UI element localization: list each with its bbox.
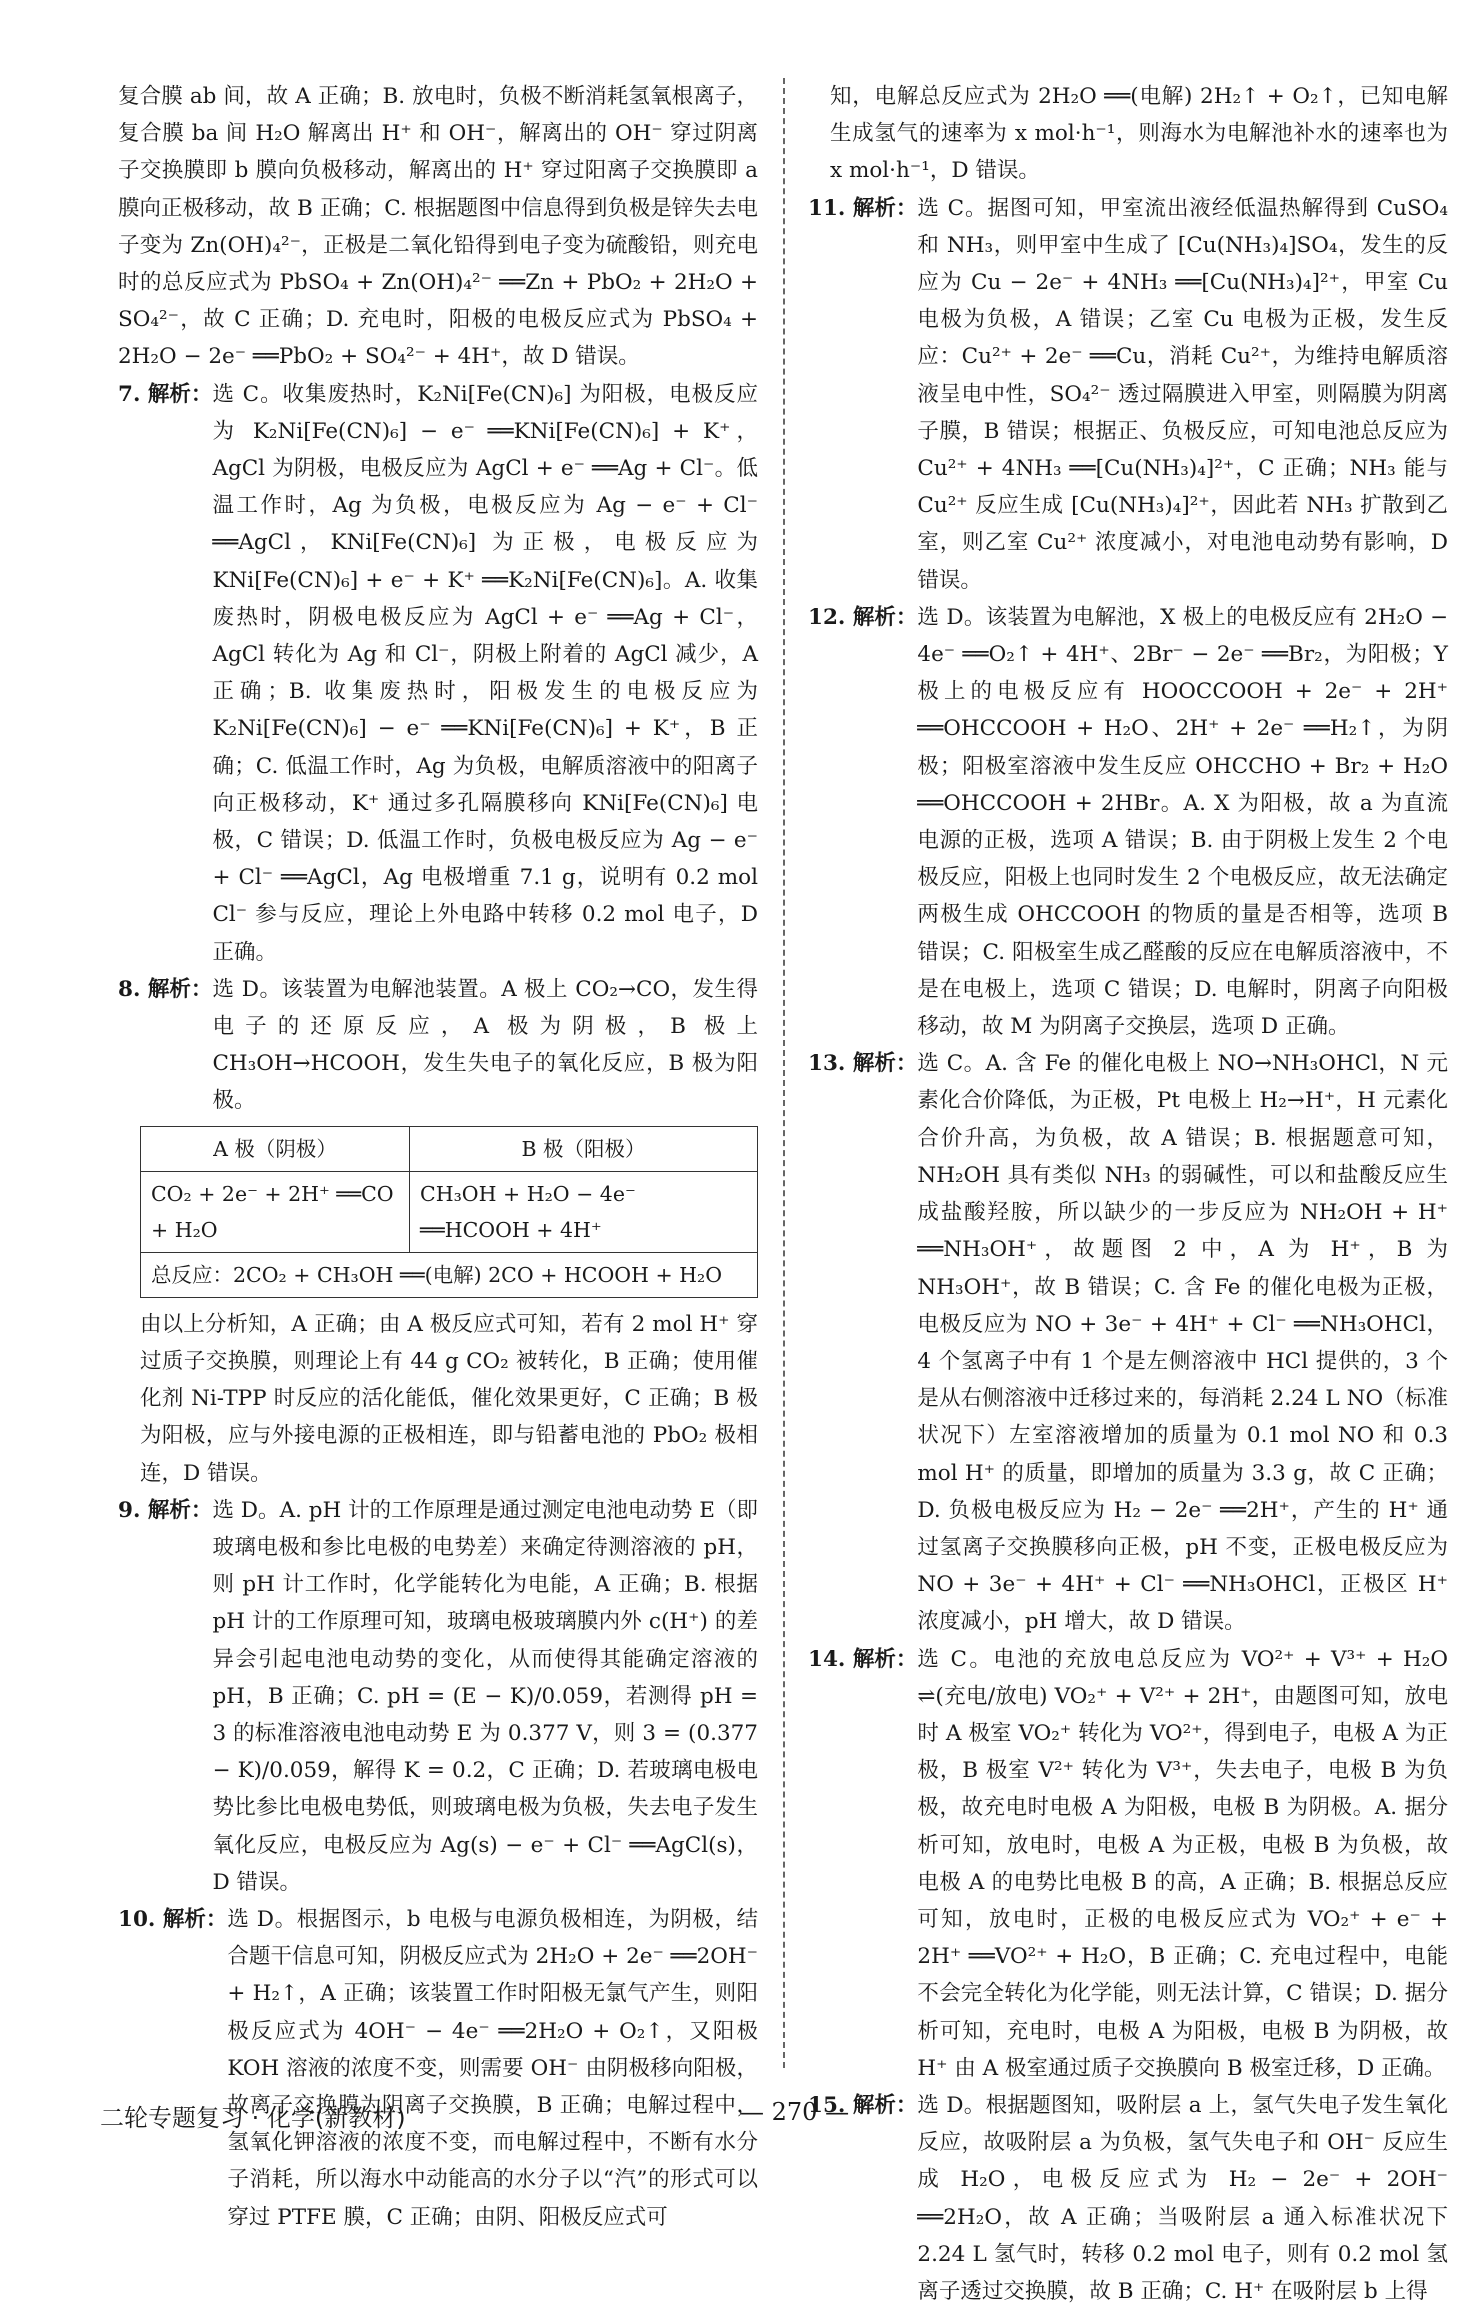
item-number: 10. 解析： [118,1906,228,1932]
item-number: 13. 解析： [808,1051,918,1077]
table-header-cell: B 极（阳极） [410,1126,758,1171]
table-cell: CH₃OH + H₂O − 4e⁻ ══HCOOH + 4H⁺ [410,1171,758,1252]
table-header-cell: A 极（阴极） [141,1126,410,1171]
item-number: 9. 解析： [118,1497,213,1523]
table-row [141,1171,758,1252]
left-column [118,78,758,2236]
item-text: 选 C。电池的充放电总反应为 VO²⁺ + V³⁺ + H₂O ⇌(充电/放电) VO₂⁺ + V²⁺ + 2H⁺，由题图可知，放电时 A 极室 VO₂⁺ 转化为 VO²⁺，得到电子，电极 A 为正极，B 极室 V²⁺ 转化为 V³⁺，失去电子，电极 B 为负极，故充电时电极 A 为阳极，电极 B 为阴极。A. 据分析可知，放电时，电极 A 为正极，电极 B 为负极，故电极 A 的电势比电极 B 的高，A 正确；B. 根据总反应可知，放电时，正极的电极反应式为 VO₂⁺ + e⁻ + 2H⁺ ══VO²⁺ + H₂O，B 正确；C. 充电过程中，电能不会完全转化为化学能，则无法计算，C 错误；D. 据分析可知，充电时，电极 A 为阳极，电极 B 为阴极，故 H⁺ 由 A 极室通过质子交换膜向 B 极室迁移，D 正确。 [917,1646,1448,2081]
table-cell: CO₂ + 2e⁻ + 2H⁺ ══CO + H₂O [141,1171,410,1252]
column-divider [783,78,785,2068]
item-number: 12. 解析： [808,604,918,630]
answer-item-7 [118,376,758,971]
item-text: 选 D。A. pH 计的工作原理是通过测定电池电动势 E（即玻璃电极和参比电极的电势差）来确定待测溶液的 pH，则 pH 计工作时，化学能转化为电能，A 正确；B. 根据 pH 计的工作原理可知，玻璃电极玻璃膜内外 c(H⁺) 的差异会引起电池电动势的变化，从而使得其能确定溶液的 pH，B 正确；C. pH = (E − K)/0.059，若测得 pH = 3 的标准溶液电池电动势 E 为 0.377 V，则 3 = (0.377 − K)/0.059，解得 K = 0.2，C 正确；D. 若玻璃电极电势比参比电极电势低，则玻璃电极为负极，失去电子发生氧化反应，电极反应为 Ag(s) − e⁻ + Cl⁻ ══AgCl(s)，D 错误。 [212,1497,758,1895]
item-number: 14. 解析： [808,1646,918,1672]
answer-item-8 [118,971,758,1120]
item-number: 15. 解析： [808,2092,918,2118]
item-text: 选 C。据图可知，甲室流出液经低温热解得到 CuSO₄ 和 NH₃，则甲室中生成了 [Cu(NH₃)₄]SO₄，发生的反应为 Cu − 2e⁻ + 4NH₃ ══[Cu(NH₃)₄]²⁺，甲室 Cu 电极为负极，A 错误；乙室 Cu 电极为正极，发生反应：Cu²⁺ + 2e⁻ ══Cu，消耗 Cu²⁺，为维持电解质溶液呈电中性，SO₄²⁻ 透过隔膜进入甲室，则隔膜为阴离子膜，B 错误；根据正、负极反应，可知电池总反应为 Cu²⁺ + 4NH₃ ══[Cu(NH₃)₄]²⁺，C 正确；NH₃ 能与 Cu²⁺ 反应生成 [Cu(NH₃)₄]²⁺，因此若 NH₃ 扩散到乙室，则乙室 Cu²⁺ 浓度减小，对电池电动势有影响，D 错误。 [917,195,1448,593]
page-footer [100,2098,1400,2138]
answer-item-11 [808,190,1448,599]
right-column [808,78,1448,2310]
answer-item-9 [118,1492,758,1901]
paragraph: 由以上分析知，A 正确；由 A 极反应式可知，若有 2 mol H⁺ 穿过质子交换膜，则理论上有 44 g CO₂ 被转化，B 正确；使用催化剂 Ni-TPP 时反应的活化能低，催化效果更好，C 正确；B 极为阳极，应与外接电源的正极相连，即与铅蓄电池的 PbO₂ 极相连，D 错误。 [140,1311,758,1486]
item-number: 11. 解析： [808,195,918,221]
answer-item-10 [118,1901,758,2236]
table-row [141,1252,758,1297]
page-number: — 270 — [740,2098,850,2126]
item-text: 选 C。A. 含 Fe 的催化电极上 NO→NH₃OHCl，N 元素化合价降低，为正极，Pt 电极上 H₂→H⁺，H 元素化合价升高，为负极，故 A 错误；B. 根据题意可知，NH₂OH 具有类似 NH₃ 的弱碱性，可以和盐酸反应生成盐酸羟胺，所以缺少的一步反应为 NH₂OH + H⁺ ══NH₃OH⁺，故题图 2 中，A 为 H⁺，B 为 NH₃OH⁺，故 B 错误；C. 含 Fe 的催化电极为正极，电极反应为 NO + 3e⁻ + 4H⁺ + Cl⁻ ══NH₃OHCl，4 个氢离子中有 1 个是左侧溶液中 HCl 提供的，3 个是从右侧溶液中迁移过来的，每消耗 2.24 L NO（标准状况下）左室溶液增加的质量为 0.1 mol NO 和 0.3 mol H⁺ 的质量，即增加的质量为 3.3 g，故 C 正确；D. 负极电极反应为 H₂ − 2e⁻ ══2H⁺，产生的 H⁺ 通过氢离子交换膜移向正极，pH 不变，正极电极反应为 NO + 3e⁻ + 4H⁺ + Cl⁻ ══NH₃OHCl，正极区 H⁺ 浓度减小，pH 增大，故 D 错误。 [917,1051,1448,1635]
answer-item-12 [808,599,1448,1045]
electrode-table [140,1126,758,1298]
book-title: 二轮专题复习 · 化学(新教材) [100,2104,406,2132]
item-text: 选 D。该装置为电解池，X 极上的电极反应有 2H₂O − 4e⁻ ══O₂↑ + 4H⁺、2Br⁻ − 2e⁻ ══Br₂，为阳极；Y 极上的电极反应有 HOOCCOOH + 2e⁻ + 2H⁺ ══OHCCOOH + H₂O、2H⁺ + 2e⁻ ══H₂↑，为阴极；阳极室溶液中发生反应 OHCCHO + Br₂ + H₂O ══OHCCOOH + 2HBr。A. X 为阳极，故 a 为直流电源的正极，选项 A 错误；B. 由于阴极上发生 2 个电极反应，阳极上也同时发生 2 个电极反应，故无法确定两极生成 OHCCOOH 的物质的量是否相等，选项 B 错误；C. 阳极室生成乙醛酸的反应在电解质溶液中，不是在电极上，选项 C 错误；D. 电解时，阴离子向阳极移动，故 M 为阴离子交换层，选项 D 正确。 [917,604,1448,1040]
item-text: 选 D。根据图示，b 电极与电源负极相连，为阴极，结合题干信息可知，阴极反应式为 2H₂O + 2e⁻ ══2OH⁻ + H₂↑，A 正确；该装置工作时阳极无氯气产生，则阳极反应式为 4OH⁻ − 4e⁻ ══2H₂O + O₂↑，又阳极 KOH 溶液的浓度不变，则需要 OH⁻ 由阴极移向阳极，故离子交换膜为阴离子交换膜，B 正确；电解过程中，氢氧化钾溶液的浓度不变，而电解过程中，不断有水分子消耗，所以海水中动能高的水分子以“汽”的形式可以穿过 PTFE 膜，C 正确；由阴、阳极反应式可 [227,1906,758,2230]
answer-item-13 [808,1045,1448,1640]
item-number: 7. 解析： [118,381,213,407]
paragraph-continued: 复合膜 ab 间，故 A 正确；B. 放电时，负极不断消耗氢氧根离子，复合膜 ba 间 H₂O 解离出 H⁺ 和 OH⁻，解离出的 OH⁻ 穿过阴离子交换膜即 b 膜向负极移动，解离出的 H⁺ 穿过阳离子交换膜即 a 膜向正极移动，故 B 正确；C. 根据题图中信息得到负极是锌失去电子变为 Zn(OH)₄²⁻，正极是二氧化铅得到电子变为硫酸铅，则充电时的总反应式为 PbSO₄ + Zn(OH)₄²⁻ ══Zn + PbO₂ + 2H₂O + SO₄²⁻，故 C 正确；D. 充电时，阳极的电极反应式为 PbSO₄ + 2H₂O − 2e⁻ ══PbO₂ + SO₄²⁻ + 4H⁺，故 D 错误。 [118,84,758,370]
answer-item-14 [808,1641,1448,2087]
table-header-row [141,1126,758,1171]
item-text: 选 D。根据题图知，吸附层 a 上，氢气失电子发生氧化反应，故吸附层 a 为负极，氢气失电子和 OH⁻ 反应生成 H₂O，电极反应式为 H₂ − 2e⁻ + 2OH⁻ ══2H₂O，故 A 正确；当吸附层 a 通入标准状况下 2.24 L 氢气时，转移 0.2 mol 电子，则有 0.2 mol 氢离子透过交换膜，故 B 正确；C. H⁺ 在吸附层 b 上得 [917,2092,1448,2304]
paragraph-continued: 知，电解总反应式为 2H₂O ══(电解) 2H₂↑ + O₂↑，已知电解生成氢气的速率为 x mol·h⁻¹，则海水为电解池补水的速率也为 x mol·h⁻¹，D 错误。 [830,84,1448,184]
table-cell-total: 总反应：2CO₂ + CH₃OH ══(电解) 2CO + HCOOH + H₂O [141,1252,758,1297]
q8-table-wrap [140,1126,758,1492]
item-text: 选 D。该装置为电解池装置。A 极上 CO₂→CO，发生得电子的还原反应，A 极为阴极，B 极上 CH₃OH→HCOOH，发生失电子的氧化反应，B 极为阳极。 [212,976,758,1114]
item-number: 8. 解析： [118,976,213,1002]
item-text: 选 C。收集废热时，K₂Ni[Fe(CN)₆] 为阳极，电极反应为 K₂Ni[Fe(CN)₆] − e⁻ ══KNi[Fe(CN)₆] + K⁺，AgCl 为阴极，电极反应为 AgCl + e⁻ ══Ag + Cl⁻。低温工作时，Ag 为负极，电极反应为 Ag − e⁻ + Cl⁻ ══AgCl，KNi[Fe(CN)₆] 为正极，电极反应为 KNi[Fe(CN)₆] + e⁻ + K⁺ ══K₂Ni[Fe(CN)₆]。A. 收集废热时，阴极电极反应为 AgCl + e⁻ ══Ag + Cl⁻，AgCl 转化为 Ag 和 Cl⁻，阴极上附着的 AgCl 减少，A 正确；B. 收集废热时，阳极发生的电极反应为 K₂Ni[Fe(CN)₆] − e⁻ ══KNi[Fe(CN)₆] + K⁺，B 正确；C. 低温工作时，Ag 为负极，电解质溶液中的阳离子向正极移动，K⁺ 通过多孔隔膜移向 KNi[Fe(CN)₆] 电极，C 错误；D. 低温工作时，负极电极反应为 Ag − e⁻ + Cl⁻ ══AgCl，Ag 电极增重 7.1 g，说明有 0.2 mol Cl⁻ 参与反应，理论上外电路中转移 0.2 mol 电子，D 正确。 [212,381,758,965]
